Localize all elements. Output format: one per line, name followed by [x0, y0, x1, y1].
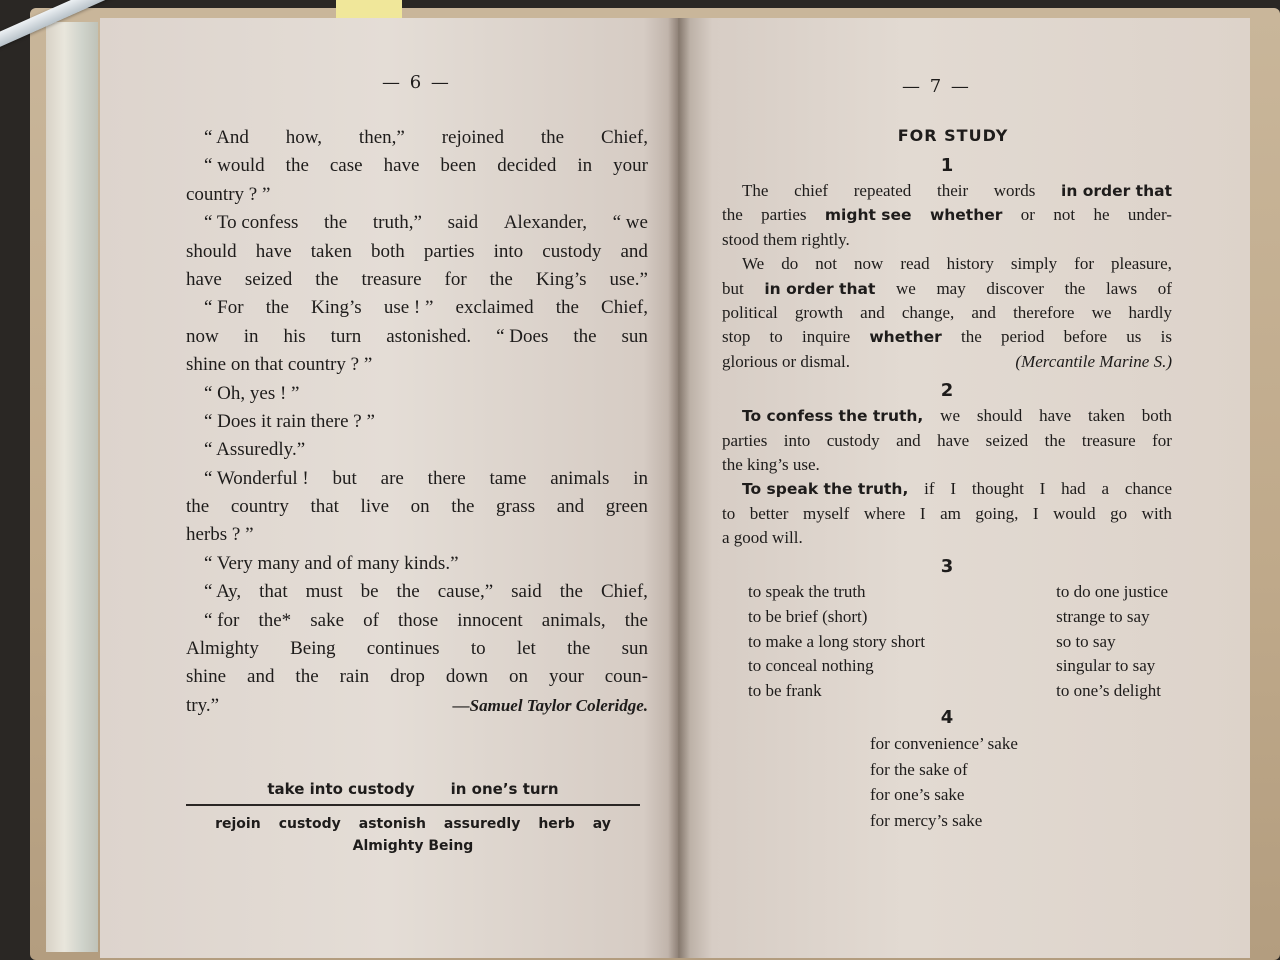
word: to [722, 503, 736, 523]
word: taken [310, 240, 352, 262]
word: drop [390, 666, 425, 688]
word: the [315, 268, 339, 290]
word: that [259, 581, 288, 603]
word: is [1160, 327, 1172, 347]
word: “ for [204, 609, 240, 631]
word: of [1157, 278, 1172, 298]
text-line [722, 404, 1172, 428]
word: The [742, 181, 769, 200]
word: cause,” [437, 581, 494, 603]
text-line [186, 124, 648, 152]
word: and [556, 496, 585, 518]
author-signature: —Samuel Taylor Coleridge. [452, 695, 648, 715]
word: decided [497, 155, 557, 177]
word: discover [986, 278, 1044, 298]
word: astonished. [386, 325, 472, 347]
text-line [186, 635, 648, 663]
word: animals [550, 467, 610, 489]
phrase-item: strange to say [1056, 607, 1150, 627]
text-line [186, 152, 648, 180]
phrase-item: singular to say [1056, 656, 1156, 676]
word: down [445, 666, 489, 688]
word: case [329, 155, 363, 177]
sticky-note-tab [336, 0, 402, 18]
word: use ! ” [383, 297, 434, 319]
word: taken [1088, 406, 1125, 426]
word: coun- [604, 666, 648, 688]
word: I [1039, 479, 1046, 499]
vocabulary-box [186, 780, 640, 854]
word: rejoined [441, 127, 504, 148]
phrase-item: for the sake of [870, 759, 968, 779]
bold-phrase: To speak the truth, [742, 480, 909, 499]
word: custody [826, 430, 880, 450]
word: treasure [1081, 430, 1136, 450]
bold-phrase: in order that [764, 279, 876, 298]
word: have [255, 240, 292, 262]
word: “ Does [496, 325, 549, 347]
text-line [186, 550, 648, 578]
word: not [815, 254, 837, 274]
word: exclaimed [455, 297, 534, 319]
text-line [186, 408, 648, 436]
section-2-text [722, 404, 1172, 550]
phrase-item: so to say [1056, 631, 1116, 651]
word: go [1110, 503, 1128, 523]
word: live [360, 496, 390, 518]
text-line [186, 238, 648, 266]
word: we [1091, 302, 1112, 322]
word: the king’s use. [722, 454, 820, 474]
text-line [186, 578, 648, 606]
word: stood them rightly. [722, 229, 850, 249]
word: “ Very many and of many kinds.” [204, 552, 459, 574]
left-page [100, 18, 678, 958]
vocab-phrase: in one’s turn [450, 780, 559, 798]
text-line [186, 465, 648, 493]
text-line [186, 663, 648, 691]
word: innocent [457, 609, 523, 631]
word: the [555, 297, 579, 319]
text-line [722, 350, 1172, 374]
word: have [383, 155, 420, 177]
text-line [186, 692, 648, 720]
word: would [1053, 503, 1096, 523]
word: grass [496, 496, 536, 518]
word: then,” [358, 127, 405, 148]
word: growth [794, 302, 844, 322]
bold-phrase: whether [929, 206, 1003, 225]
word: the [1044, 430, 1066, 450]
word: going, [975, 503, 1019, 523]
word: “ Wonderful ! [204, 467, 309, 489]
word: laws [1105, 278, 1138, 298]
word: Almighty [186, 638, 259, 660]
text-line [722, 453, 1172, 477]
text-line [722, 252, 1172, 276]
text-line [186, 607, 648, 635]
text-line [186, 521, 648, 549]
word: under- [1127, 205, 1172, 225]
word: those [398, 609, 439, 631]
word: had [1061, 479, 1086, 499]
section-1-text [722, 179, 1172, 374]
text-line [722, 526, 1172, 550]
text-line [722, 179, 1172, 203]
word: now [186, 325, 219, 347]
word: both [1141, 406, 1172, 426]
word: let [516, 638, 536, 660]
word: “ we [612, 212, 648, 234]
word: that [310, 496, 339, 518]
word: seized [244, 268, 293, 290]
word: the [489, 268, 513, 290]
section-number-4: 4 [940, 707, 954, 729]
book-gutter [668, 18, 690, 958]
vocab-words-line-2: Almighty Being [352, 838, 474, 854]
word: your [548, 666, 584, 688]
word: for [1152, 430, 1172, 450]
word: words [993, 181, 1036, 200]
word: green [605, 496, 648, 518]
vocab-word: ay [592, 816, 611, 832]
word: chance [1124, 479, 1172, 499]
word: do [781, 254, 799, 274]
word: the [285, 155, 309, 177]
text-line [722, 325, 1172, 349]
word: in [243, 325, 259, 347]
vocab-phrase: take into custody [267, 780, 415, 798]
word: and [247, 666, 275, 688]
word: treasure [361, 268, 422, 290]
word: the [559, 581, 583, 603]
text-line [186, 209, 648, 237]
word: King’s [311, 297, 362, 319]
text-line [722, 277, 1172, 301]
word: the [186, 496, 210, 518]
right-page [678, 18, 1250, 958]
word: how, [285, 127, 323, 148]
word: hardly [1128, 302, 1172, 322]
word: where [863, 503, 906, 523]
section-number-1: 1 [940, 155, 954, 176]
word: sun [621, 638, 648, 660]
word: stop [722, 327, 751, 347]
phrase-item: to be frank [748, 680, 822, 700]
text-line [186, 493, 648, 521]
bold-phrase: in order that [1061, 182, 1172, 200]
word: their [936, 181, 969, 200]
word: period [1001, 327, 1045, 347]
word: we [940, 406, 960, 426]
word: “ And [204, 127, 249, 148]
word: myself [803, 503, 850, 523]
word: to [769, 327, 783, 347]
word: seized [985, 430, 1029, 450]
word: he [1093, 205, 1110, 225]
word: inquire [801, 327, 851, 347]
text-line [722, 429, 1172, 453]
word: the [624, 609, 648, 631]
word: am [940, 503, 961, 523]
vocab-word: astonish [358, 816, 426, 832]
word: chief [794, 181, 829, 200]
word: may [936, 278, 966, 298]
word: must [305, 581, 343, 603]
vocab-words [186, 816, 640, 832]
attribution: (Mercantile Marine S.) [1015, 351, 1172, 371]
text-line [186, 181, 648, 209]
word: the [324, 212, 348, 234]
section-heading: FOR STUDY [897, 126, 1009, 145]
word: not [1053, 205, 1076, 225]
word: a [1101, 479, 1109, 499]
word: and [971, 302, 996, 322]
word: the [265, 297, 289, 319]
word: country ? ” [186, 183, 271, 205]
word: herbs ? ” [186, 524, 254, 546]
section-3-columns [722, 580, 1172, 703]
phrase-item: to make a long story short [748, 631, 926, 651]
word: have [937, 430, 970, 450]
vocab-word: herb [538, 816, 575, 832]
text-line [186, 351, 648, 379]
page-edges [46, 22, 98, 952]
word: are [380, 467, 404, 489]
word: said [511, 581, 542, 603]
text-line [186, 294, 648, 322]
section-3-left-column [748, 580, 925, 703]
word: and [860, 302, 885, 322]
phrase-item: to one’s delight [1056, 680, 1161, 700]
word: should [976, 406, 1023, 426]
word: be [360, 581, 379, 603]
word: animals, [541, 609, 606, 631]
word: been [440, 155, 477, 177]
text-line [722, 228, 1172, 252]
word: repeated [853, 181, 912, 200]
word: truth,” [372, 212, 422, 234]
word: on [410, 496, 430, 518]
word: both [371, 240, 405, 262]
word: the [451, 496, 475, 518]
word: history [946, 254, 994, 274]
vocab-word: rejoin [215, 816, 261, 832]
word: Alexander, [503, 212, 587, 234]
text-line [186, 380, 648, 408]
word: have [186, 268, 222, 290]
phrase-item: to do one justice [1056, 582, 1168, 602]
word: I [1032, 503, 1039, 523]
word: on [509, 666, 528, 688]
phrase-item: for convenience’ sake [870, 734, 1018, 754]
phrase-item: to conceal nothing [748, 656, 874, 676]
word: Chief, [600, 581, 648, 603]
word: continues [366, 638, 440, 660]
word: Being [290, 638, 336, 660]
word: shine [186, 666, 227, 688]
word: in [577, 155, 593, 177]
word: pleasure, [1111, 254, 1172, 274]
word: read [900, 254, 930, 274]
word: political [722, 302, 778, 322]
phrase-item: for mercy’s sake [870, 810, 983, 830]
text-line [722, 502, 1172, 526]
word: “ Oh, yes ! ” [204, 382, 300, 404]
word: tame [489, 467, 527, 489]
word: us [1126, 327, 1142, 347]
word: “ To confess [204, 212, 299, 234]
word: or [1020, 205, 1035, 225]
word: I [950, 479, 957, 499]
word: turn [330, 325, 362, 347]
word: if [924, 479, 935, 499]
word: the [567, 638, 591, 660]
word: and [896, 430, 921, 450]
page-number-right: — 7 — [902, 76, 971, 97]
word: sun [621, 325, 648, 347]
text-line [722, 301, 1172, 325]
word: before [1063, 327, 1108, 347]
word: King’s [535, 268, 587, 290]
word: “ Does it rain there ? ” [204, 410, 375, 432]
word: but [332, 467, 357, 489]
word: into [493, 240, 524, 262]
word: have [1039, 406, 1072, 426]
word: Chief, [601, 127, 648, 148]
text-line [722, 477, 1172, 501]
word: country [230, 496, 289, 518]
phrase-item: for one’s sake [870, 785, 965, 805]
word: parties [423, 240, 475, 262]
word: rain [339, 666, 370, 688]
text-line [722, 203, 1172, 227]
word: We [742, 254, 765, 274]
word: of [363, 609, 379, 631]
word: the [573, 325, 597, 347]
word: the [961, 327, 982, 347]
word: “ For [204, 297, 244, 319]
word: now [854, 254, 884, 274]
word: the [540, 127, 565, 148]
word: for [1074, 254, 1094, 274]
word: and [620, 240, 648, 262]
word: I [919, 503, 926, 523]
word: change, [901, 302, 955, 322]
word: to [470, 638, 486, 660]
word: your [613, 155, 648, 177]
word: parties [722, 430, 768, 450]
word: his [283, 325, 306, 347]
right-page-text [722, 126, 1172, 833]
word: “ Assuredly.” [204, 439, 306, 461]
word: should [186, 240, 237, 262]
word: in [633, 467, 648, 489]
vocab-word: assuredly [443, 816, 521, 832]
word: use.” [609, 268, 648, 290]
word: “ Ay, [204, 581, 242, 603]
word: the* [258, 609, 292, 631]
page-number-left: — 6 — [382, 72, 451, 93]
bold-phrase: might see [824, 206, 912, 225]
word: thought [971, 479, 1024, 499]
phrase-item: to be brief (short) [748, 607, 868, 627]
section-number-2: 2 [940, 380, 954, 402]
word: simply [1010, 254, 1058, 274]
word: the [722, 205, 743, 225]
word: Chief, [601, 297, 648, 319]
word: “ would [204, 155, 265, 177]
word: therefore [1013, 302, 1075, 322]
word: with [1141, 503, 1172, 523]
word: the [396, 581, 420, 603]
text-line [186, 436, 648, 464]
section-4-list [722, 731, 1172, 833]
word: said [447, 212, 479, 234]
word: there [427, 467, 466, 489]
vocab-word: custody [278, 816, 341, 832]
section-3-right-column [1056, 580, 1168, 703]
word: into [783, 430, 811, 450]
word: a good will. [722, 528, 803, 548]
word: better [749, 503, 789, 523]
word: custody [542, 240, 602, 262]
left-page-text [186, 124, 648, 720]
word: the [1064, 278, 1086, 298]
word: but [722, 278, 744, 298]
word: the [295, 666, 319, 688]
word: we [895, 278, 916, 298]
word: shine on that country ? ” [186, 354, 373, 376]
text-line [186, 266, 648, 294]
word: parties [761, 205, 807, 225]
text-line [186, 323, 648, 351]
word: try.” [186, 694, 220, 716]
word: for [444, 268, 467, 290]
bold-phrase: whether [869, 328, 942, 347]
bold-phrase: To confess the truth, [742, 407, 924, 426]
word: glorious or dismal. [722, 351, 850, 371]
phrase-item: to speak the truth [748, 582, 866, 602]
section-number-3: 3 [940, 556, 954, 578]
vocab-phrases [186, 780, 640, 806]
word: sake [310, 609, 345, 631]
